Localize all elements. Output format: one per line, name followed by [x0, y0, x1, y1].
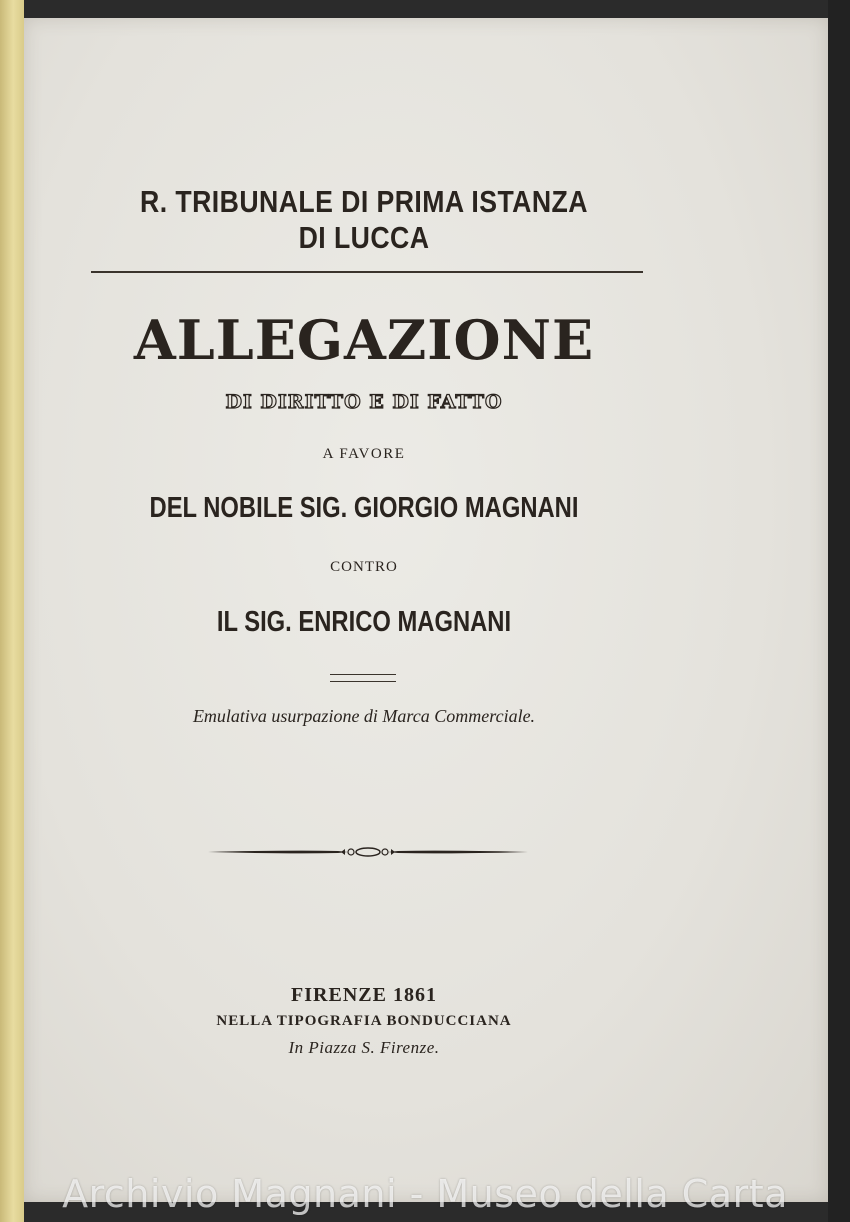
document-title: ALLEGAZIONE [133, 308, 595, 372]
in-favor-label: A FAVORE [322, 446, 406, 462]
scan-background-edge [828, 0, 850, 1222]
book-spine-edge [0, 0, 24, 1222]
case-subject: Emulativa usurpazione di Marca Commerciale. [192, 706, 536, 726]
heading-rule [91, 271, 643, 273]
ornamental-divider-icon [208, 842, 528, 862]
imprint-address: In Piazza S. Firenze. [288, 1038, 440, 1057]
party-two-name: IL SIG. ENRICO MAGNANI [216, 606, 512, 638]
imprint-place-year: FIRENZE 1861 [291, 984, 437, 1006]
archive-watermark: Archivio Magnani - Museo della Carta [62, 1172, 788, 1216]
imprint-printer: NELLA TIPOGRAFIA BONDUCCIANA [216, 1013, 512, 1029]
double-rule-divider [330, 674, 396, 682]
document-subtitle: DI DIRITTO E DI FATTO [225, 391, 503, 413]
title-page [24, 18, 828, 1202]
party-one-name: DEL NOBILE SIG. GIORGIO MAGNANI [149, 492, 579, 524]
versus-label: CONTRO [330, 559, 398, 575]
court-heading: R. TRIBUNALE DI PRIMA ISTANZA DI LUCCA [140, 184, 588, 255]
